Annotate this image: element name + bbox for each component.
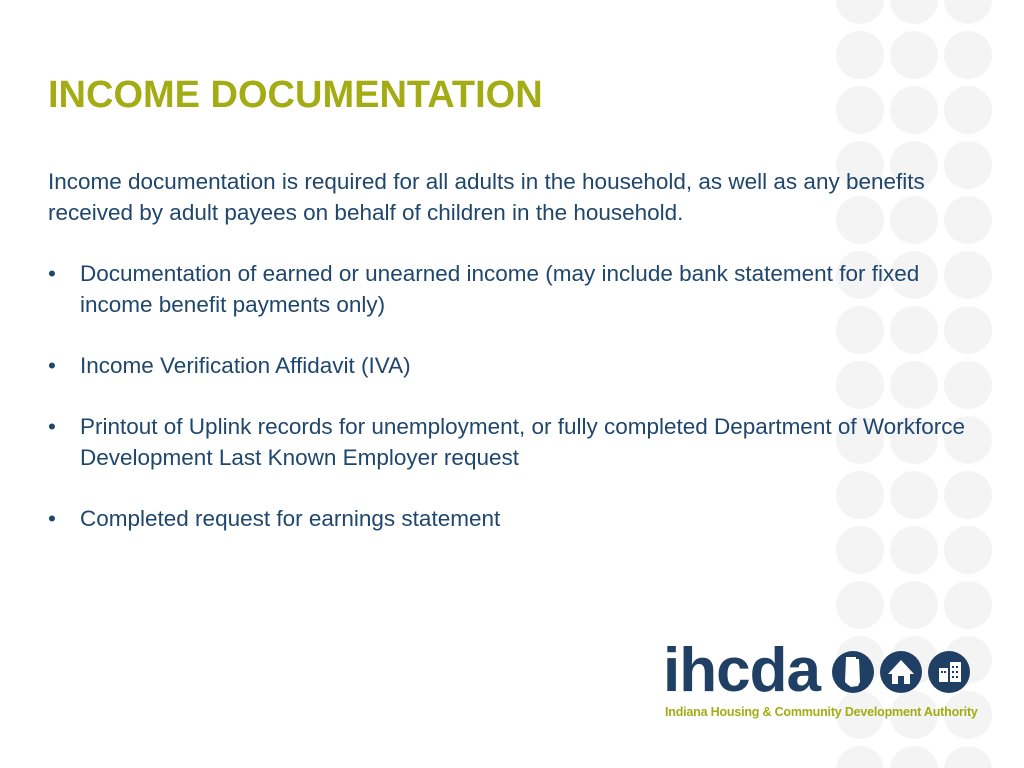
- indiana-state-icon: [832, 651, 874, 693]
- logo-icons: [831, 646, 975, 698]
- house-icon: [880, 651, 922, 693]
- bullet-list: [48, 258, 988, 534]
- bullet-symbol: •: [48, 506, 56, 531]
- bullet-item-earnings-statement: [48, 503, 988, 534]
- bullet-text: Documentation of earned or unearned income (may include bank statement for fixed income benefit payments only): [80, 261, 920, 317]
- slide-title: INCOME DOCUMENTATION: [48, 74, 543, 116]
- bullet-item-iva: [48, 350, 988, 381]
- logo-wordmark: ihcda: [663, 636, 820, 705]
- bullet-symbol: •: [48, 353, 56, 378]
- ihcda-logo: [663, 636, 978, 724]
- bullet-item-uplink: [48, 411, 988, 473]
- community-icon: [928, 651, 970, 693]
- bullet-item-earned-income: [48, 258, 988, 320]
- bullet-symbol: •: [48, 261, 56, 286]
- bullet-text: Income Verification Affidavit (IVA): [80, 353, 411, 378]
- intro-paragraph: Income documentation is required for all adults in the household, as well as any benefits received by adult payees on behalf of children in the household.: [48, 169, 925, 225]
- bullet-text: Completed request for earnings statement: [80, 506, 501, 531]
- logo-tagline: Indiana Housing & Community Development Authority: [665, 705, 978, 719]
- slide-body: [48, 166, 988, 564]
- bullet-symbol: •: [48, 414, 56, 439]
- bullet-text: Printout of Uplink records for unemployment, or fully completed Department of Workforce Development Last Known Employer request: [80, 414, 965, 470]
